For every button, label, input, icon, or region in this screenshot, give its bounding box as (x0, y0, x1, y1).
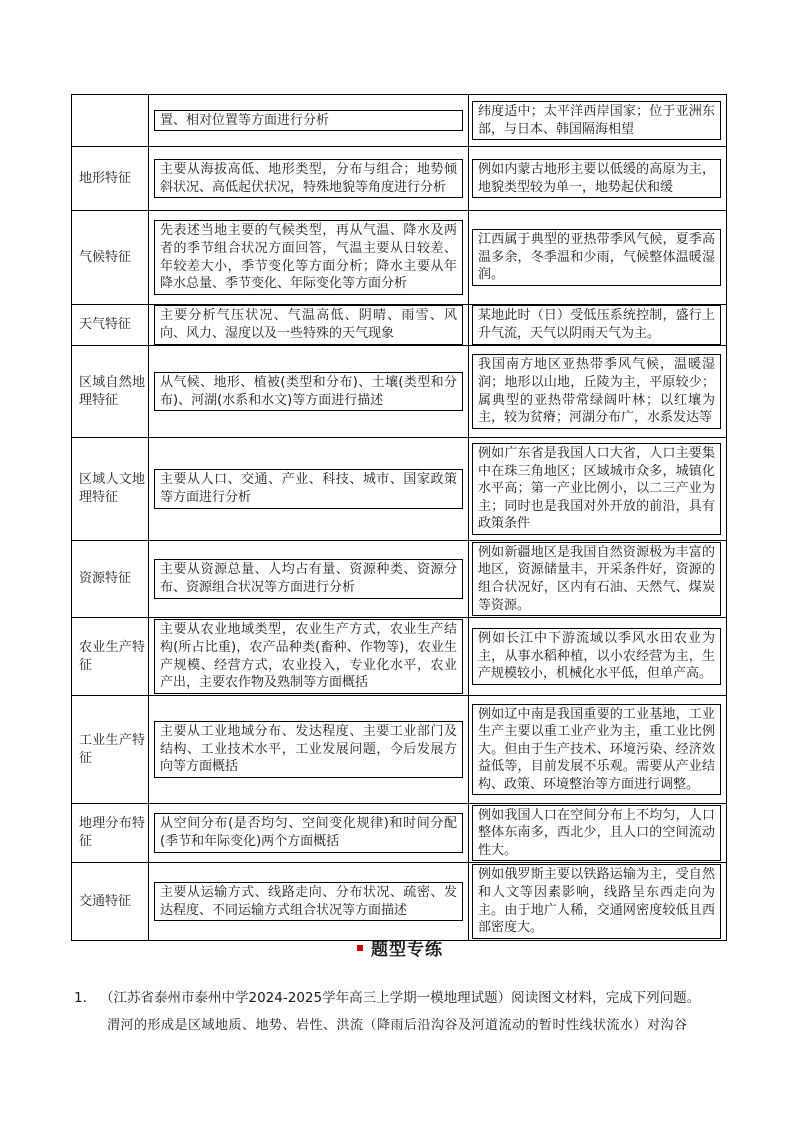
method-cell (149, 95, 469, 147)
table-row (72, 211, 727, 305)
example-text: 江西属于典型的亚热带季风气候，夏季高温多余，冬季温和少雨，气候整体温暖湿润。 (472, 229, 721, 286)
feature-cell: 区域人文地理特征 (72, 438, 149, 541)
example-text: 例如我国人口在空间分布上不均匀，人口整体东南多，西北少，且人口的空间流动性大。 (472, 805, 721, 862)
table-row (72, 863, 727, 941)
table-row (72, 147, 727, 211)
table-row (72, 804, 727, 863)
feature-cell: 交通特征 (72, 863, 149, 941)
example-cell (469, 541, 727, 618)
table-row (72, 305, 727, 346)
feature-cell: 区域自然地理特征 (72, 346, 149, 438)
feature-cell: 农业生产特征 (72, 618, 149, 696)
example-text: 纬度适中；太平洋西岸国家；位于亚洲东部，与日本、韩国隔海相望 (472, 101, 721, 140)
example-cell (469, 211, 727, 305)
feature-cell: 地理分布特征 (72, 804, 149, 863)
feature-cell: 地形特征 (72, 147, 149, 211)
example-text: 例如广东省是我国人口大省，人口主要集中在珠三角地区；区域城市众多，城镇化水平高；第一产业比例小，以二三产业为主；同时也是我国对外开放的前沿，具有政策条件 (472, 443, 721, 535)
table-row (72, 618, 727, 696)
example-text: 例如新疆地区是我国自然资源极为丰富的地区，资源储量丰，开采条件好，资源的组合状况好，区内有石油、天然气、煤炭等资源。 (472, 542, 721, 616)
feature-cell: 工业生产特征 (72, 696, 149, 804)
section-heading (0, 935, 800, 960)
method-text: 从气候、地形、植被(类型和分布)、土壤(类型和分布)、河湖(水系和水文)等方面进行描述 (154, 372, 463, 411)
example-text: 例如俄罗斯主要以铁路运输为主，受自然和人文等因素影响，线路呈东西走向为主。由于地广人稀，交通网密度较低且西部密度大。 (472, 864, 721, 938)
question-material: 渭河的形成是区域地质、地势、岩性、洪流（降雨后沿沟谷及河道流动的暂时性线状流水）对沟谷 (107, 1018, 688, 1033)
example-cell (469, 305, 727, 346)
method-cell (149, 305, 469, 346)
feature-table (71, 94, 727, 941)
method-text: 从空间分布(是否均匀、空间变化规律)和时间分配(季节和年际变化)两个方面概括 (154, 813, 463, 852)
example-cell (469, 804, 727, 863)
example-cell (469, 438, 727, 541)
method-cell (149, 804, 469, 863)
example-text: 某地此时（日）受低压系统控制，盛行上升气流，天气以阴雨天气为主。 (472, 305, 721, 344)
method-text: 主要从海拔高低、地形类型，分布与组合；地势倾斜状况、高低起伏状况，特殊地貌等角度进行分析 (154, 159, 463, 198)
question-prompt: （江苏省泰州市泰州中学2024-2025学年高三上学期一模地理试题）阅读图文材料，完成下列问题。 (100, 990, 701, 1006)
method-cell (149, 696, 469, 804)
square-bullet-icon (357, 945, 363, 951)
example-cell (469, 696, 727, 804)
table-row (72, 95, 727, 147)
method-cell (149, 211, 469, 305)
table-row (72, 438, 727, 541)
method-cell (149, 438, 469, 541)
example-cell (469, 147, 727, 211)
table-row (72, 346, 727, 438)
method-cell (149, 618, 469, 696)
method-text: 主要分析气压状况、气温高低、阴晴、雨雪、风向、风力、湿度以及一些特殊的天气现象 (154, 305, 463, 344)
method-text: 主要从农业地域类型，农业生产方式，农业生产结构(所占比重)，农产品种类(畜种、作物等)，农业生产规模、经营方式，农业投入，专业化水平，农业产出，主要农作物及熟制等方面概括 (154, 619, 463, 693)
method-text: 主要从资源总量、人均占有量、资源种类、资源分布、资源组合状况等方面进行分析 (154, 559, 463, 598)
example-text: 例如辽中南是我国重要的工业基地，工业生产主要以重工业产业为主，重工业比例大。但由于生产技术、环境污染、经济效益低等，目前发展不乐观。需要从产业结构、政策、环境整治等方面进行调整。 (472, 704, 721, 796)
example-cell (469, 346, 727, 438)
method-text: 主要从工业地域分布、发达程度、主要工业部门及结构、工业技术水平，工业发展问题，今后发展方向等方面概括 (154, 721, 463, 778)
table-row (72, 696, 727, 804)
method-text: 先表述当地主要的气候类型，再从气温、降水及两者的季节组合状况方面回答，气温主要从日较差、年较差大小，季节变化等方面分析；降水主要从年降水总量、季节变化、年际变化等方面分析 (154, 220, 463, 294)
example-text: 例如内蒙古地形主要以低缓的高原为主，地貌类型较为单一，地势起伏和缓 (472, 159, 721, 198)
method-cell (149, 541, 469, 618)
method-text: 主要从人口、交通、产业、科技、城市、国家政策等方面进行分析 (154, 469, 463, 508)
question-number: 1. (74, 990, 87, 1006)
method-cell (149, 863, 469, 941)
method-text: 置、相对位置等方面进行分析 (154, 110, 463, 132)
feature-cell: 资源特征 (72, 541, 149, 618)
example-text: 例如长江中下游流域以季风水田农业为主，从事水稻种植，以小农经营为主，生产规模较小，机械化水平低，但单产高。 (472, 628, 721, 685)
table-row (72, 541, 727, 618)
feature-cell (72, 95, 149, 147)
feature-cell: 气候特征 (72, 211, 149, 305)
method-cell (149, 147, 469, 211)
example-cell (469, 863, 727, 941)
section-title-text: 题型专练 (371, 940, 443, 960)
method-text: 主要从运输方式、线路走向、分布状况、疏密、发达程度、不同运输方式组合状况等方面描述 (154, 882, 463, 921)
example-cell (469, 95, 727, 147)
example-text: 我国南方地区亚热带季风气候，温暖湿润；地形以山地，丘陵为主，平原较少；属典型的亚热带常绿阔叶林；以红壤为主，较为贫瘠；河湖分布广，水系发达等 (472, 354, 721, 428)
method-cell (149, 346, 469, 438)
example-cell (469, 618, 727, 696)
question-1 (74, 989, 734, 1007)
feature-cell: 天气特征 (72, 305, 149, 346)
